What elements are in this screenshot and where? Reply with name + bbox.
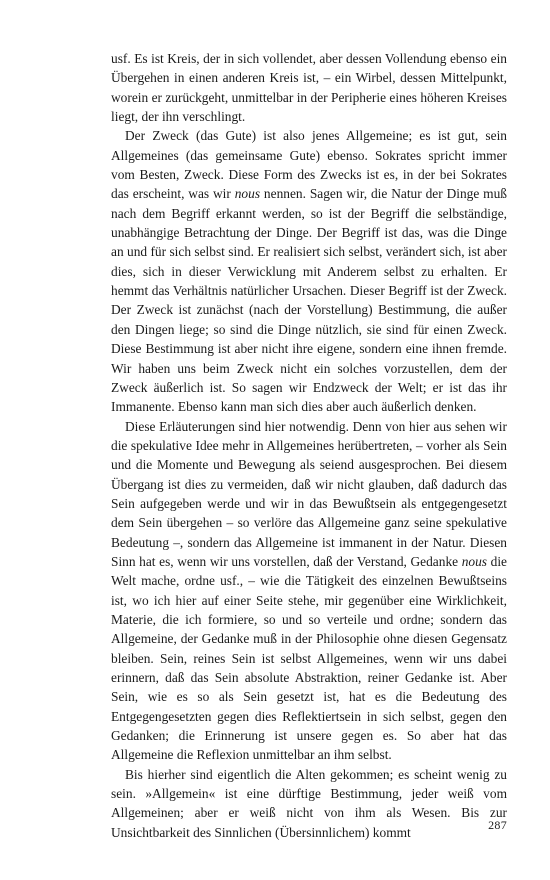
paragraph-4 — [111, 765, 507, 842]
paragraph-1 — [111, 49, 507, 126]
italic-term: nous — [234, 186, 261, 202]
text-run: Bis hierher sind eigentlich die Alten gekommen; es scheint wenig zu sein. »Allgemein« ist eine dürftige Bestimmung, jeder weiß vom Allgemeinen; aber er weiß nicht von ihm als Wesen. Bis zur Unsichtbarkeit des Sinnlichen (Übersinnlichem) kommt — [111, 766, 507, 840]
text-run: Der Zweck (das Gute) ist also jenes Allgemeine; es ist gut, sein Allgemeines (das gemeinsame Gute) ebenso. Sokrates spricht immer vom Besten, Zweck. Diese Form des Zwecks ist es, in der bei Sokrates das erscheint, was wir — [111, 128, 507, 202]
text-run: Diese Erläuterungen sind hier notwendig. Denn von hier aus sehen wir die spekulative Idee mehr in Allgemeines herübertreten, – vorher als Sein und die Momente und Bewegung als seiend ausgesprochen. Bei diesem Übergang ist dies zu vermeiden, daß wir nicht glauben, daß dadurch das Sein aufgegeben werde und wir in das Bewußtsein als entgegengesetzt dem Sein übergehen – so verlöre das Allgemeine ganz seine spekulative Bedeutung –, sondern das Allgemeine ist immanent in der Natur. Diesen Sinn hat es, wenn wir uns vorstellen, daß der Verstand, Gedanke — [111, 418, 507, 569]
italic-term: nous — [461, 553, 488, 569]
text-run: die Welt mache, ordne usf., – wie die Tätigkeit des einzelnen Bewußtseins ist, wo ich hier auf einer Seite stehe, mir gegenüber eine Wirklichkeit, Materie, die ich formiere, so und so verteile und ordne; sondern das Allgemeine, der Gedanke muß in der Philosophie ohne diesen Gegensatz bleiben. Sein, reines Sein ist selbst Allgemeines, wenn wir uns dabei erinnern, daß das Sein absolute Abstraktion, reiner Gedanke ist. Aber Sein, wie es so als Sein gesetzt ist, hat es die Bedeutung des Entgegengesetzten gegen dies Reflektiertsein in sich selbst, gegen den Gedanken; die Erinnerung ist unsere gegen es. So aber hat das Allgemeine die Reflexion unmittelbar an ihm selbst. — [111, 553, 507, 763]
body-text — [111, 49, 507, 842]
text-run: usf. Es ist Kreis, der in sich vollendet, aber dessen Vollendung ebenso ein Übergehen in einen anderen Kreis ist, – ein Wirbel, dessen Mittelpunkt, worein er zurückgeht, unmittelbar in der Peripherie eines höheren Kreises liegt, der ihn verschlingt. — [111, 51, 507, 125]
page-number: 287 — [488, 818, 507, 832]
text-run: nennen. Sagen wir, die Natur der Dinge muß nach dem Begriff erkannt werden, so ist der Begriff die selbständige, unabhängige Betrachtung der Dinge. Der Begriff ist das, was die Dinge an und für sich selbst sind. Er realisiert sich selbst, verändert sich, ist aber dies, sich in dieser Verwicklung mit Anderem selbst zu erhalten. Er hemmt das Verhältnis natürlicher Ursachen. Dieser Begriff ist der Zweck. Der Zweck ist zunächst (nach der Vorstellung) Bestimmung, die außer den Dingen liege; so sind die Dinge nützlich, sie sind für einen Zweck. Diese Bestimmung ist aber nicht ihre eigene, sondern eine ihnen fremde. Wir haben uns beim Zweck nicht ein solches vorzustellen, dem der Zweck äußerlich ist. So sagen wir Endzweck der Welt; er ist das ihr Immanente. Ebenso kann man sich dies aber auch äußerlich denken. — [111, 186, 507, 415]
paragraph-2 — [111, 126, 507, 416]
paragraph-3 — [111, 417, 507, 765]
